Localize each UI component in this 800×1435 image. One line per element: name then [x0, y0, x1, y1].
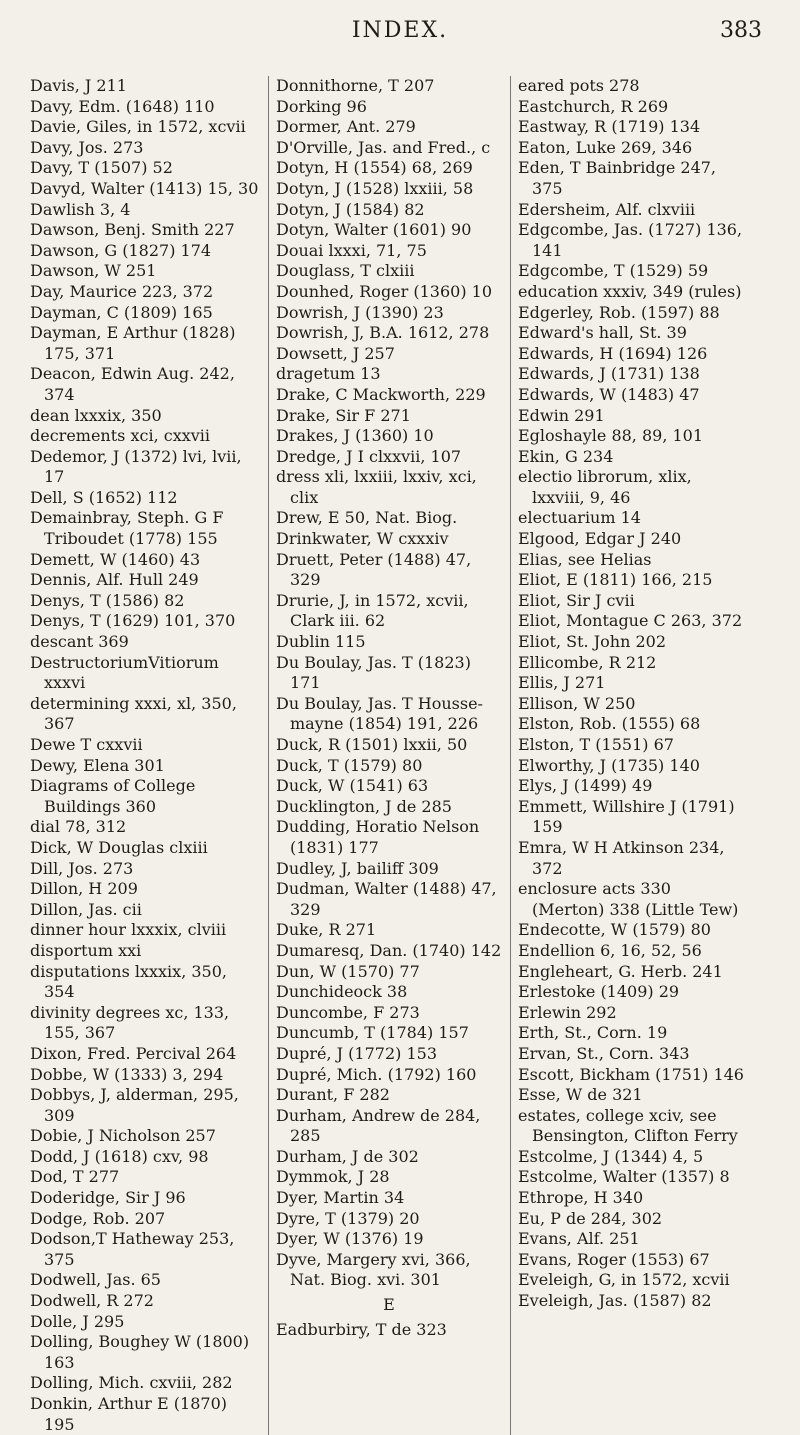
index-entry: Du Boulay, Jas. T (1823) 171: [276, 652, 471, 693]
index-entry: Duke, R 271: [276, 920, 377, 940]
index-entry: Edward's hall, St. 39: [518, 323, 687, 343]
index-entry: Dodwell, R 272: [30, 1291, 154, 1311]
index-entry: Edgcombe, T (1529) 59: [518, 261, 709, 281]
index-entry: Davis, J 211: [30, 76, 127, 95]
index-entry: Dymmok, J 28: [276, 1167, 390, 1187]
index-entry: Edersheim, Alf. clxviii: [518, 199, 696, 219]
index-entry: Elias, see Helias: [518, 549, 652, 569]
index-entry: Escott, Bickham (1751) 146: [518, 1064, 744, 1084]
index-entry: Endecotte, W (1579) 80: [518, 920, 711, 940]
index-entry: dial 78, 312: [30, 817, 127, 837]
index-entry: Douai lxxxi, 71, 75: [276, 240, 427, 260]
index-entry: Eveleigh, G, in 1572, xcvii: [518, 1270, 730, 1290]
index-entry: Dill, Jos. 273: [30, 858, 134, 878]
index-entry: Denys, T (1586) 82: [30, 590, 185, 610]
index-entry: Demett, W (1460) 43: [30, 549, 201, 569]
index-entry: education xxxiv, 349 (rules): [518, 281, 742, 301]
index-entry: dress xli, lxxiii, lxxiv, xci, clix: [276, 467, 477, 507]
index-entry: Dawson, G (1827) 174: [30, 240, 212, 260]
index-columns: [26, 76, 766, 1435]
index-entry: Dredge, J I clxxvii, 107: [276, 446, 462, 466]
index-entry: Doderidge, Sir J 96: [30, 1188, 186, 1208]
index-entry: Dyre, T (1379) 20: [276, 1208, 420, 1228]
index-entry: Emmett, Willshire J (1791) 159: [518, 796, 735, 837]
index-entry: Dick, W Douglas clxiii: [30, 837, 208, 857]
index-entry: Du Boulay, Jas. T Housse-mayne (1854) 191, 226: [276, 693, 483, 734]
index-entry: Eastchurch, R 269: [518, 96, 669, 116]
index-entry: Demainbray, Steph. G F Triboudet (1778) 155: [30, 508, 224, 549]
index-entry: Ervan, St., Corn. 343: [518, 1043, 690, 1063]
index-entry: Dudman, Walter (1488) 47, 329: [276, 879, 497, 919]
index-entry: Edwin 291: [518, 405, 605, 425]
index-entry: Durant, F 282: [276, 1085, 390, 1105]
index-entry: Ducklington, J de 285: [276, 796, 452, 816]
index-entry: Dyve, Margery xvi, 366, Nat. Biog. xvi. 301: [276, 1249, 471, 1290]
index-entry: Dod, T 277: [30, 1167, 120, 1187]
index-entry: Dobie, J Nicholson 257: [30, 1126, 216, 1146]
index-entry: Dodson,T Hatheway 253, 375: [30, 1229, 235, 1269]
index-entry: Dodd, J (1618) cxv, 98: [30, 1146, 209, 1166]
index-entry: Davyd, Walter (1413) 15, 30: [30, 178, 259, 198]
index-entry: electuarium 14: [518, 508, 641, 528]
page-header: [0, 16, 800, 56]
index-entry: enclosure acts 330 (Merton) 338 (Little Tew): [518, 879, 739, 919]
index-entry: Durham, Andrew de 284, 285: [276, 1105, 481, 1146]
index-entry: Drurie, J, in 1572, xcvii, Clark iii. 62: [276, 590, 469, 631]
index-entry: Eastway, R (1719) 134: [518, 117, 701, 137]
index-entry: estates, college xciv, see Bensington, Clifton Ferry: [518, 1105, 738, 1146]
index-entry: Dotyn, H (1554) 68, 269: [276, 158, 473, 178]
index-entry: Evans, Roger (1553) 67: [518, 1249, 710, 1269]
index-entry: Elworthy, J (1735) 140: [518, 755, 700, 775]
index-entry: Duncombe, F 273: [276, 1002, 420, 1022]
index-entry: Donkin, Arthur E (1870) 195: [30, 1394, 227, 1434]
index-entry: Davie, Giles, in 1572, xcvii: [30, 117, 246, 137]
index-entry: Eliot, Montague C 263, 372: [518, 611, 743, 631]
index-entry: Dorking 96: [276, 96, 367, 116]
index-entry: Dotyn, J (1528) lxxiii, 58: [276, 178, 474, 198]
index-entry: Ethrope, H 340: [518, 1188, 644, 1208]
index-entry: Egloshayle 88, 89, 101: [518, 426, 704, 446]
index-entry: Edwards, W (1483) 47: [518, 384, 700, 404]
index-entry: Esse, W de 321: [518, 1085, 643, 1105]
index-entry: Dobbys, J, alderman, 295, 309: [30, 1085, 239, 1125]
index-entry: Eliot, Sir J cvii: [518, 590, 635, 610]
index-entry: Durham, J de 302: [276, 1146, 419, 1166]
index-entry: Emra, W H Atkinson 234, 372: [518, 837, 725, 878]
index-entry: dinner hour lxxxix, clviii: [30, 920, 227, 940]
index-entry: Edgcombe, Jas. (1727) 136, 141: [518, 220, 743, 260]
index-entry: Elston, T (1551) 67: [518, 735, 674, 754]
index-entry: Dayman, E Arthur (1828) 175, 371: [30, 323, 236, 363]
section-letter: E: [383, 1295, 395, 1315]
index-entry: Eu, P de 284, 302: [518, 1208, 663, 1228]
index-entry: Dobbe, W (1333) 3, 294: [30, 1064, 224, 1084]
index-entry: Endellion 6, 16, 52, 56: [518, 940, 702, 960]
index-entry: Erlestoke (1409) 29: [518, 982, 680, 1002]
index-entry: Dunchideock 38: [276, 982, 408, 1002]
index-entry: Davy, T (1507) 52: [30, 158, 173, 178]
index-entry: Duncumb, T (1784) 157: [276, 1023, 469, 1043]
index-entry: disputations lxxxix, 350, 354: [30, 961, 227, 1002]
index-entry: Dowsett, J 257: [276, 343, 395, 363]
index-entry: Dawlish 3, 4: [30, 199, 131, 219]
index-entry: Donnithorne, T 207: [276, 76, 435, 95]
index-entry: divinity degrees xc, 133, 155, 367: [30, 1002, 230, 1043]
index-entry: Dodge, Rob. 207: [30, 1208, 166, 1228]
index-entry: Edwards, H (1694) 126: [518, 343, 708, 363]
index-entry: Drew, E 50, Nat. Biog.: [276, 508, 458, 528]
index-entry: Edwards, J (1731) 138: [518, 364, 700, 384]
index-entry: determining xxxi, xl, 350, 367: [30, 693, 237, 734]
index-entry: electio librorum, xlix, lxxviii, 9, 46: [518, 467, 692, 507]
index-entry: Dudding, Horatio Nelson (1831) 177: [276, 817, 480, 857]
page-title: INDEX.: [351, 18, 449, 43]
index-entry: Deacon, Edwin Aug. 242, 374: [30, 364, 235, 404]
index-entry: Ellison, W 250: [518, 693, 636, 713]
index-entry: Estcolme, J (1344) 4, 5: [518, 1146, 704, 1166]
index-entry: Dupré, Mich. (1792) 160: [276, 1064, 477, 1084]
index-entry: Drakes, J (1360) 10: [276, 426, 434, 446]
index-entry: D'Orville, Jas. and Fred., c: [276, 137, 491, 157]
index-entry: Dennis, Alf. Hull 249: [30, 570, 199, 590]
index-entry: Duck, T (1579) 80: [276, 755, 423, 775]
index-entry: Dudley, J, bailiff 309: [276, 858, 439, 878]
index-entry: Elys, J (1499) 49: [518, 776, 653, 796]
index-entry: Davy, Jos. 273: [30, 137, 144, 157]
index-entry: Dotyn, J (1584) 82: [276, 199, 425, 219]
index-entry: Dowrish, J, B.A. 1612, 278: [276, 323, 490, 343]
index-entry: Eliot, E (1811) 166, 215: [518, 570, 713, 590]
index-entry: eared pots 278: [518, 76, 640, 95]
index-entry: Drake, C Mackworth, 229: [276, 384, 486, 404]
index-entry: dragetum 13: [276, 364, 381, 384]
index-entry: Dodwell, Jas. 65: [30, 1270, 161, 1290]
index-column-2: [268, 76, 506, 1435]
index-entry: Dounhed, Roger (1360) 10: [276, 281, 493, 301]
index-entry: Duck, W (1541) 63: [276, 776, 429, 796]
index-entry: Dumaresq, Dan. (1740) 142: [276, 940, 502, 960]
index-entry: descant 369: [30, 632, 129, 652]
index-entry: Ellicombe, R 212: [518, 652, 657, 672]
index-entry: Erlewin 292: [518, 1002, 617, 1022]
index-entry: Edgerley, Rob. (1597) 88: [518, 302, 720, 322]
index-entry: Dotyn, Walter (1601) 90: [276, 220, 472, 240]
index-entry: Denys, T (1629) 101, 370: [30, 611, 236, 631]
index-entry: Dillon, Jas. cii: [30, 899, 142, 919]
index-entry: Dayman, C (1809) 165: [30, 302, 213, 322]
index-entry: Dyer, W (1376) 19: [276, 1229, 424, 1249]
index-entry: Druett, Peter (1488) 47, 329: [276, 549, 472, 590]
index-entry: Dillon, H 209: [30, 879, 138, 899]
index-entry: Eden, T Bainbridge 247, 375: [518, 158, 717, 198]
index-entry: Evans, Alf. 251: [518, 1229, 640, 1249]
index-entry: Dawson, W 251: [30, 261, 157, 281]
index-entry: Dell, S (1652) 112: [30, 487, 178, 507]
index-entry: disportum xxi: [30, 940, 142, 960]
index-entry: Dupré, J (1772) 153: [276, 1043, 437, 1063]
index-entry: Duck, R (1501) lxxii, 50: [276, 735, 468, 754]
index-entry: Eliot, St. John 202: [518, 632, 666, 652]
page-number: 383: [720, 18, 762, 43]
index-entry: Dixon, Fred. Percival 264: [30, 1043, 237, 1063]
index-entry: Dyer, Martin 34: [276, 1188, 405, 1208]
index-entry: Ekin, G 234: [518, 446, 614, 466]
index-entry: Estcolme, Walter (1357) 8: [518, 1167, 730, 1187]
index-entry: Dolle, J 295: [30, 1311, 125, 1331]
index-entry: Douglass, T clxiii: [276, 261, 415, 281]
index-entry: Erth, St., Corn. 19: [518, 1023, 668, 1043]
index-entry: Elston, Rob. (1555) 68: [518, 714, 701, 734]
index-entry: Dolling, Boughey W (1800) 163: [30, 1332, 250, 1372]
index-entry: Eaton, Luke 269, 346: [518, 137, 693, 157]
index-entry: Dun, W (1570) 77: [276, 961, 420, 981]
index-entry: Davy, Edm. (1648) 110: [30, 96, 215, 116]
index-entry: Eveleigh, Jas. (1587) 82: [518, 1291, 712, 1311]
index-entry: Dowrish, J (1390) 23: [276, 302, 444, 322]
index-entry: Ellis, J 271: [518, 673, 606, 693]
index-entry: Eadburbiry, T de 323: [276, 1319, 447, 1339]
index-column-1: [26, 76, 264, 1435]
index-entry: Dublin 115: [276, 632, 366, 652]
index-entry: Engleheart, G. Herb. 241: [518, 961, 723, 981]
index-entry: decrements xci, cxxvii: [30, 426, 211, 446]
index-entry: Dedemor, J (1372) lvi, lvii, 17: [30, 446, 242, 487]
index-entry: Dewy, Elena 301: [30, 755, 165, 775]
index-entry: Day, Maurice 223, 372: [30, 281, 214, 301]
index-entry: Dawson, Benj. Smith 227: [30, 220, 235, 240]
index-entry: dean lxxxix, 350: [30, 405, 162, 425]
index-entry: Drake, Sir F 271: [276, 405, 411, 425]
index-entry: DestructoriumVitiorum xxxvi: [30, 652, 219, 693]
index-entry: Dolling, Mich. cxviii, 282: [30, 1373, 233, 1393]
index-entry: Elgood, Edgar J 240: [518, 529, 682, 549]
index-column-3: [510, 76, 748, 1435]
index-entry: Dormer, Ant. 279: [276, 117, 416, 137]
index-entry: Drinkwater, W cxxxiv: [276, 529, 449, 549]
index-entry: Dewe T cxxvii: [30, 735, 143, 754]
index-entry: Diagrams of College Buildings 360: [30, 776, 196, 816]
